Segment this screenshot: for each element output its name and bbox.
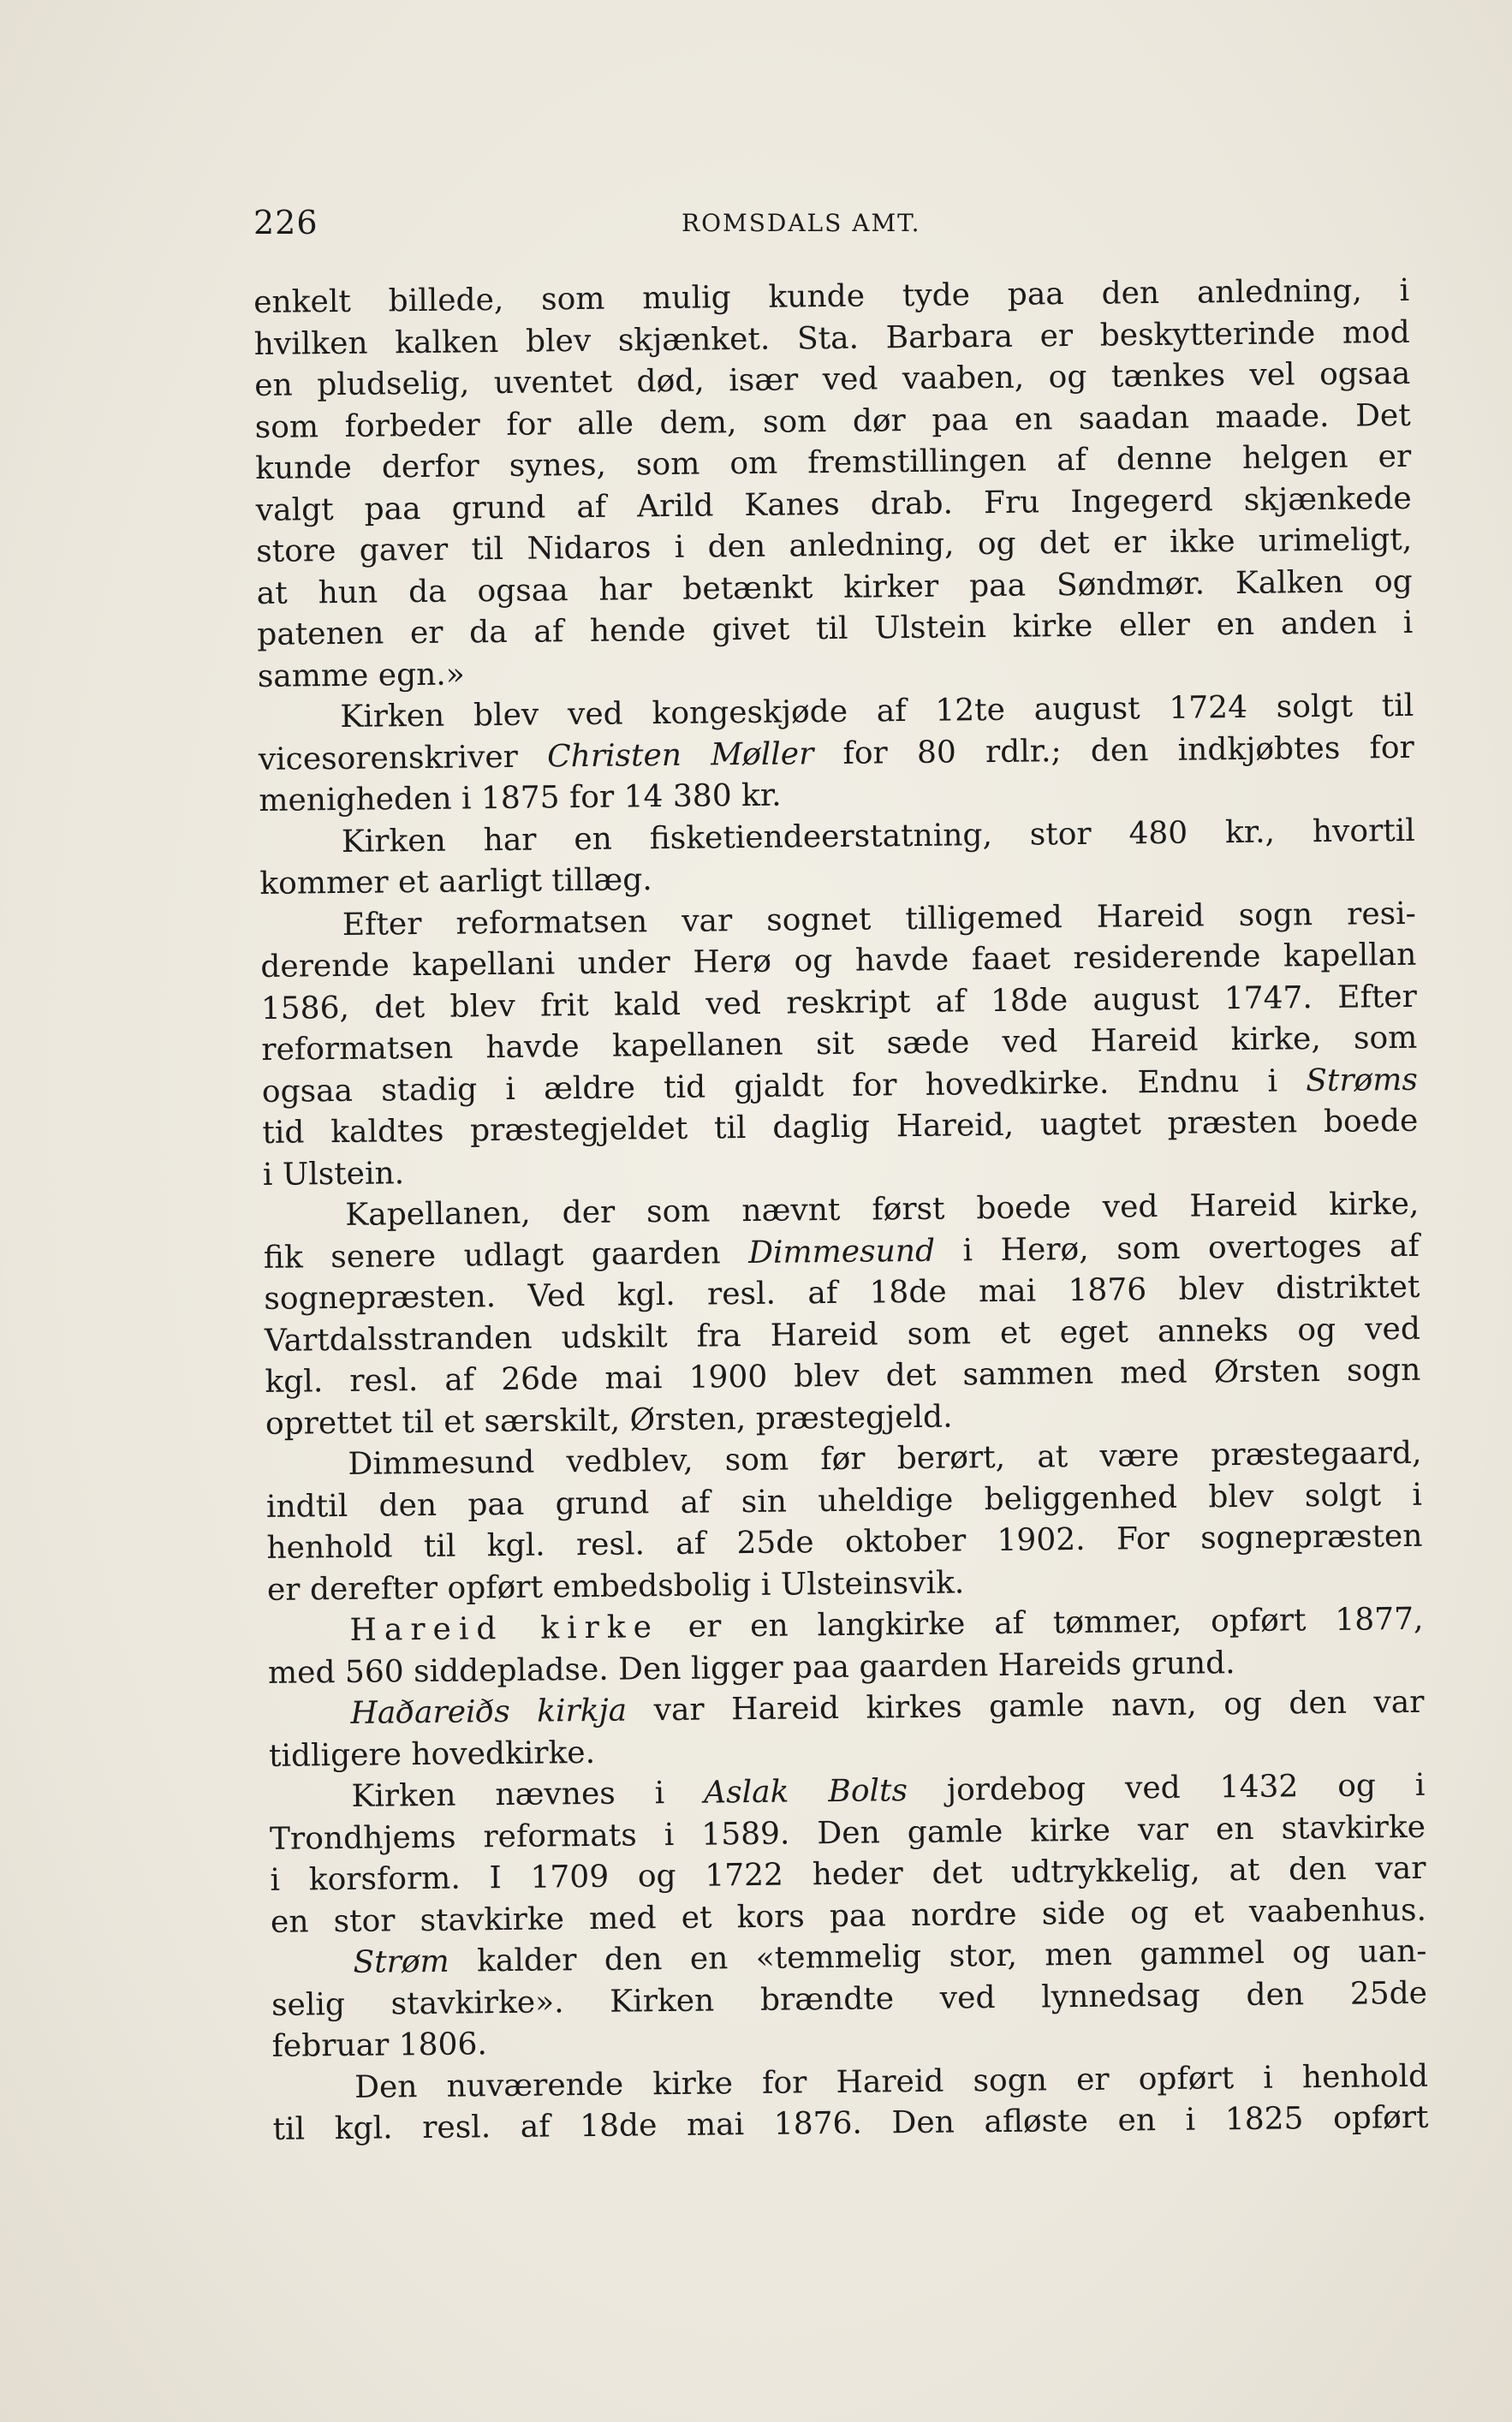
text-line: ogsaa stadig i ældre tid gjaldt for hovedkirke. Endnu i Strøms xyxy=(261,1062,1419,1110)
author-name: Strøm xyxy=(353,1943,449,1980)
text-line: Kapellanen, der som nævnt først boede ved Hareid kirke, xyxy=(345,1186,1420,1233)
text-line: Dimmesund vedblev, som før berørt, at være præstegaard, xyxy=(348,1435,1422,1482)
text-line: Vartdalsstranden udskilt fra Hareid som et eget anneks og ved xyxy=(264,1311,1421,1359)
farm-name: Dimmesund xyxy=(747,1233,936,1271)
section-heading: Hareid kirke xyxy=(349,1610,660,1648)
text-line: indtil den paa grund af sin uheldige beliggenhed blev solgt i xyxy=(265,1477,1423,1525)
text-line: som forbeder for alle dem, som dør paa en saadan maade. Det xyxy=(254,397,1411,445)
text-line: kgl. resl. af 26de mai 1900 blev det sammen med Ørsten sogn xyxy=(265,1352,1421,1400)
text-line: februar 1806. xyxy=(271,2026,488,2064)
text-line: i korsform. I 1709 og 1722 heder det udtrykkelig, at den var xyxy=(270,1850,1426,1898)
text-line: Kirken nævnes i Aslak Bolts jordebog ved 1432 og i xyxy=(351,1767,1426,1814)
text-line: henhold til kgl. resl. af 25de oktober 1902. For sognepræsten xyxy=(266,1518,1423,1566)
text-line: at hun da ogsaa har betænkt kirker paa Søndmør. Kalken og xyxy=(256,563,1413,611)
text-line: 1586, det blev frit kald ved reskript af 18de august 1747. Efter xyxy=(260,979,1418,1027)
text-line: tidligere hovedkirke. xyxy=(268,1735,596,1774)
text-line: en pludselig, uventet død, især ved vaaben, og tænkes vel ogsaa xyxy=(254,355,1411,403)
text-line: patenen er da af hende givet til Ulstein kirke eller en anden i xyxy=(257,604,1414,652)
text-line: Kirken blev ved kongeskjøde af 12te august 1724 solgt til xyxy=(340,687,1414,735)
text-line: Trondhjems reformats i 1589. Den gamle kirke var en stavkirke xyxy=(269,1809,1426,1857)
text-line: samme egn.» xyxy=(257,656,465,694)
text-line: oprettet til et særskilt, Ørsten, præstegjeld. xyxy=(265,1399,953,1442)
text-line: Strøm kalder den en «temmelig stor, men gammel og uan- xyxy=(353,1933,1427,1980)
text-line: tid kaldtes præstegjeldet til daglig Hareid, uagtet præsten boede xyxy=(262,1103,1419,1151)
text-line: Den nuværende kirke for Hareid sogn er opført i henhold xyxy=(354,2058,1429,2105)
author-name: Strøms xyxy=(1305,1062,1419,1098)
running-head: ROMSDALS AMT. xyxy=(682,209,921,237)
page-header xyxy=(253,204,1409,255)
text-line: til kgl. resl. af 18de mai 1876. Den afløste en i 1825 opført xyxy=(272,2099,1429,2147)
person-name: Christen Møller xyxy=(546,735,814,774)
text-line: Kirken har en fisketiendeerstatning, stor 480 kr., hvortil xyxy=(341,812,1415,860)
text-line: kommer et aarligt tillæg. xyxy=(259,862,652,902)
text-line: Haðareiðs kirkja var Hareid kirkes gamle navn, og den var xyxy=(350,1684,1425,1731)
text-line: er derefter opført embedsbolig i Ulsteinsvik. xyxy=(266,1564,965,1608)
author-name: Aslak Bolts xyxy=(703,1773,908,1811)
text-line: fik senere udlagt gaarden Dimmesund i Herø, som overtoges af xyxy=(263,1228,1420,1276)
page-number: 226 xyxy=(253,204,318,241)
text-line: i Ulstein. xyxy=(262,1155,405,1193)
text-line: sognepræsten. Ved kgl. resl. af 18de mai 1876 blev distriktet xyxy=(264,1269,1420,1317)
text-line: menigheden i 1875 for 14 380 kr. xyxy=(259,777,782,818)
body-text xyxy=(253,271,1429,2151)
text-line: vicesorenskriver Christen Møller for 80 rdlr.; den indkjøbtes for xyxy=(258,729,1414,777)
text-line: enkelt billede, som mulig kunde tyde paa den anledning, i xyxy=(253,272,1410,320)
text-line: Efter reformatsen var sognet tilligemed Hareid sogn resi- xyxy=(342,896,1417,943)
text-line: reformatsen havde kapellanen sit sæde ved Hareid kirke, som xyxy=(261,1020,1418,1068)
text-line: store gaver til Nidaros i den anledning, og det er ikke urimeligt, xyxy=(256,521,1413,569)
text-line: selig stavkirke». Kirken brændte ved lynnedsag den 25de xyxy=(271,1975,1428,2023)
text-line: kunde derfor synes, som om fremstillingen af denne helgen er xyxy=(255,438,1412,486)
text-line: Hareid kirke er en langkirke af tømmer, opført 1877, xyxy=(349,1601,1424,1648)
text-line: en stor stavkirke med et kors paa nordre side og et vaabenhus. xyxy=(270,1892,1427,1940)
old-church-name: Haðareiðs kirkja xyxy=(350,1693,628,1731)
text-line: valgt paa grund af Arild Kanes drab. Fru Ingegerd skjænkede xyxy=(255,480,1412,528)
text-line: hvilken kalken blev skjænket. Sta. Barbara er beskytterinde mod xyxy=(253,314,1410,362)
text-line: derende kapellani under Herø og havde faaet residerende kapellan xyxy=(260,937,1417,985)
text-line: med 560 siddepladse. Den ligger paa gaarden Hareids grund. xyxy=(267,1645,1235,1691)
